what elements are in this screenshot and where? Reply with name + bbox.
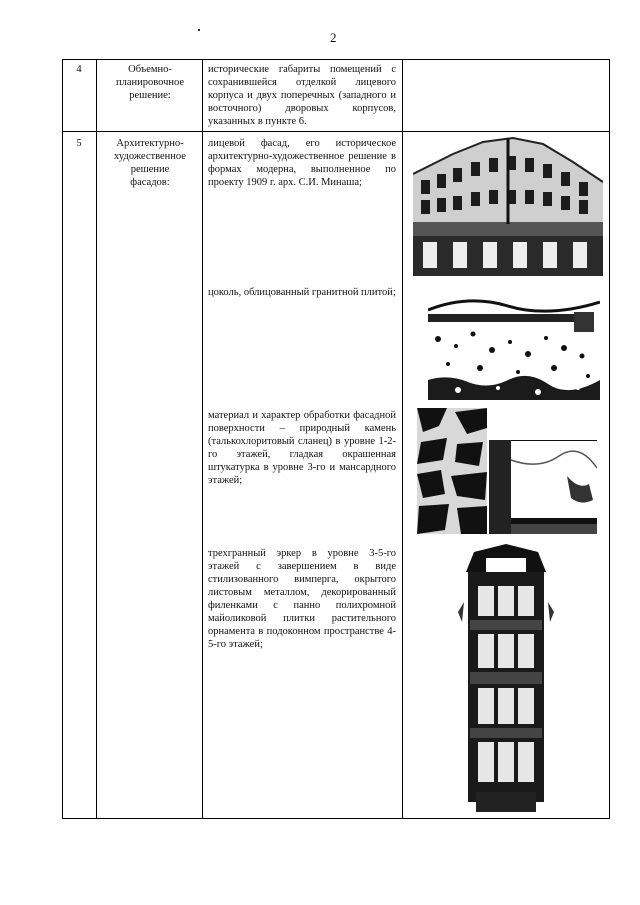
row-4-name: Объемно- планировочное решение: (115, 64, 185, 101)
row-5-text-facade: лицевой фасад, его историческое архитектурно-художественное решение в формах модерна, выполненное по проекту 1909 г. арх. С.И. Минаша; (208, 138, 396, 188)
row-5-text-plinth: цоколь, облицованный гранитной плитой; (208, 287, 396, 298)
bay-window-photo (456, 542, 556, 812)
row-5-name: Архитектурно- художественное решение фасадов: (114, 138, 186, 188)
row-5-number: 5 (76, 138, 82, 149)
row-5-text-material: материал и характер обработки фасадной поверхности – природный камень (талькохлоритовый сланец) в уровне 1-2-го этажей, гладкая окрашенная штукатурка в уровне 3-го и мансардного этажей; (208, 410, 396, 486)
page-number: 2 (330, 30, 337, 45)
row-4-text: исторические габариты помещений с сохранившейся отделкой лицевого корпуса и двух поперечных (западного и восточного) дворовых корпусов, указанных в пункте 6. (208, 64, 396, 127)
building-facade-photo (413, 134, 603, 276)
granite-plinth-photo (428, 284, 600, 400)
row-5-text-bay-window: трехгранный эркер в уровне 3-5-го этажей с завершением в виде стилизованного вимперга, окрытого листовым металлом, декорированный филенками с панно полихромной майоликовой плитки растительного орнамента в подоконном пространстве 4-5-го этажей; (208, 548, 396, 650)
stone-texture-photo (417, 408, 487, 534)
stucco-wall-photo (489, 440, 597, 534)
row-4-number: 4 (76, 64, 82, 75)
scan-dot (198, 29, 200, 31)
